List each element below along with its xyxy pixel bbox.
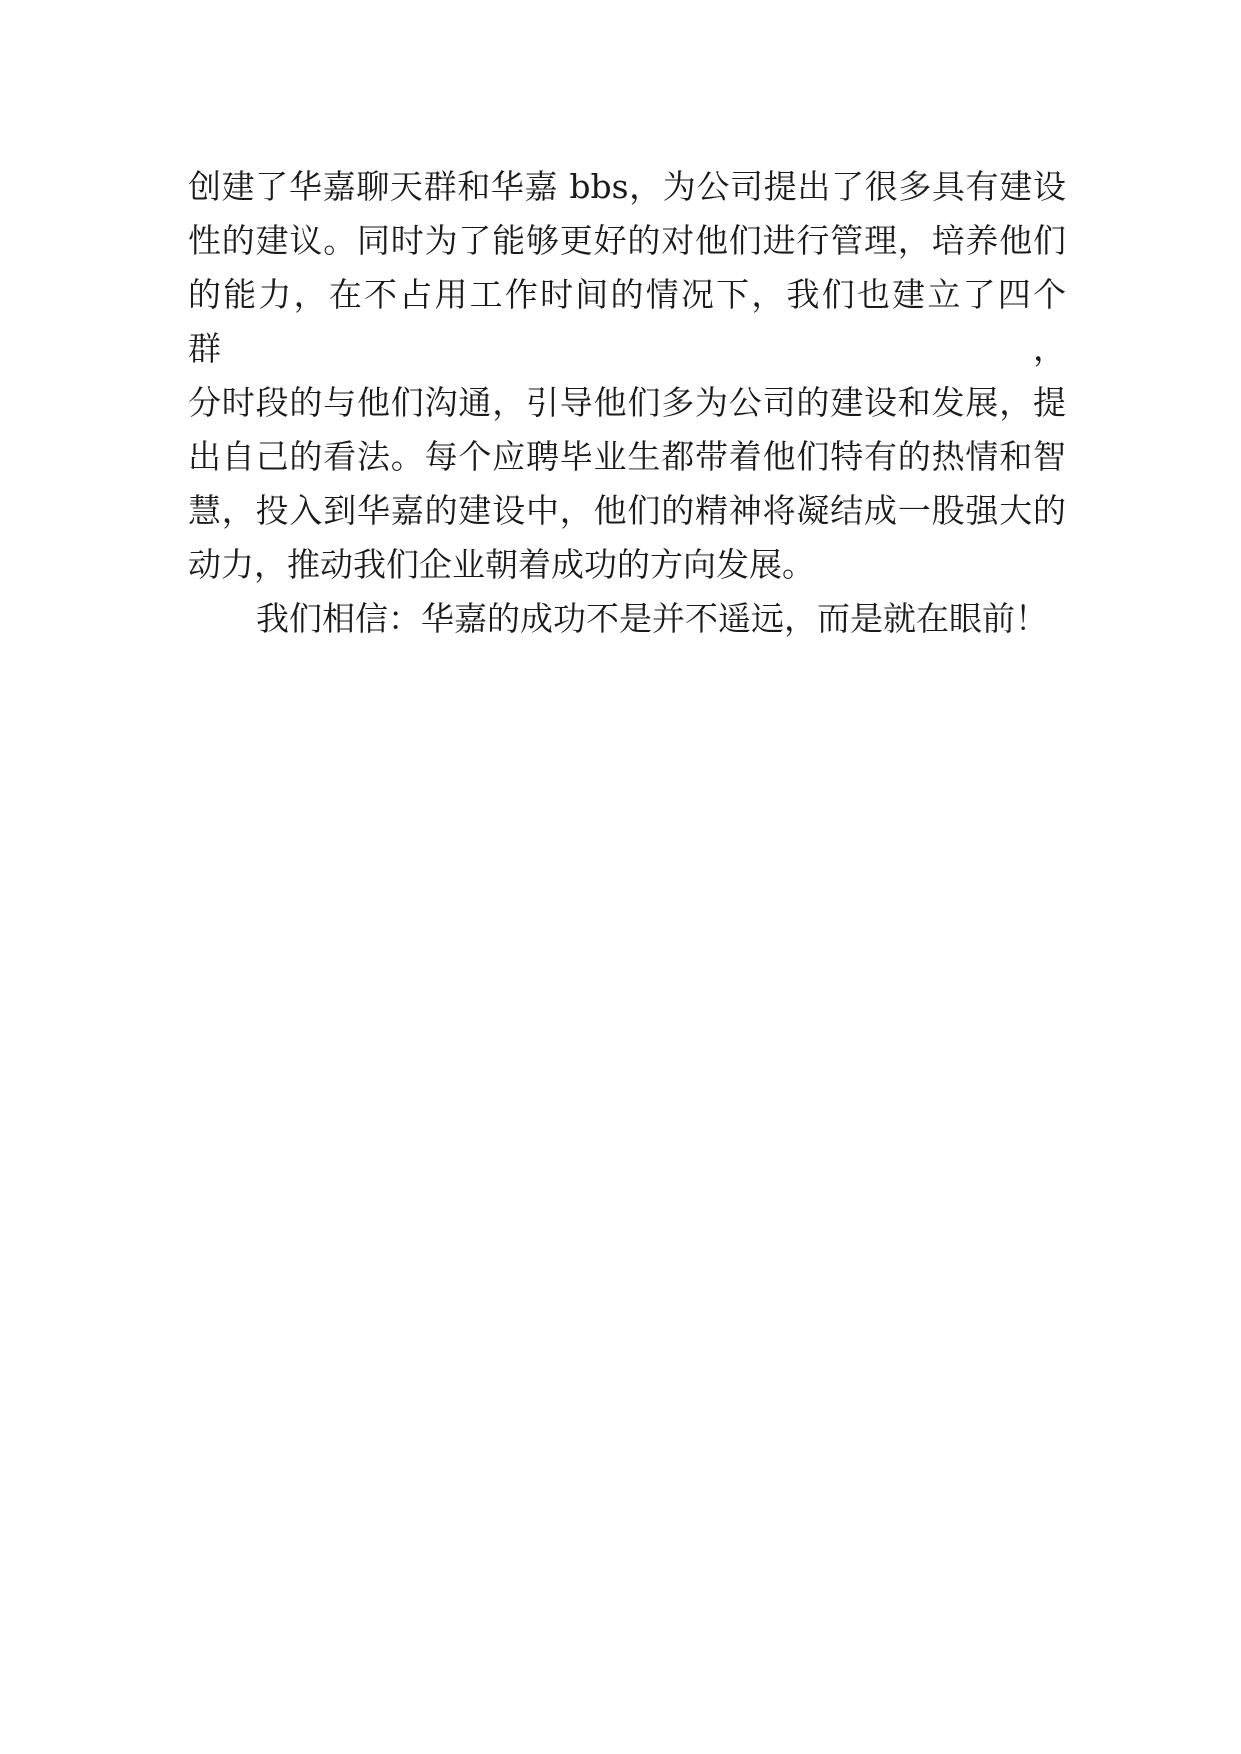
document-line-3: 的能力，在不占用工作时间的情况下，我们也建立了四个群， [188, 275, 1066, 368]
document-line-2: 性的建议。同时为了能够更好的对他们进行管理，培养他们 [188, 221, 1066, 260]
document-line-4: 分时段的与他们沟通，引导他们多为公司的建设和发展，提 [188, 383, 1066, 422]
document-line-5: 出自己的看法。每个应聘毕业生都带着他们特有的热情和智 [188, 437, 1066, 476]
document-line-8: 我们相信：华嘉的成功不是并不遥远，而是就在眼前！ [256, 599, 1048, 638]
document-text-block [188, 160, 1066, 646]
document-line-1: 创建了华嘉聊天群和华嘉 bbs，为公司提出了很多具有建设 [188, 167, 1066, 206]
document-line-7: 动力，推动我们企业朝着成功的方向发展。 [188, 545, 815, 584]
document-line-6: 慧，投入到华嘉的建设中，他们的精神将凝结成一股强大的 [188, 491, 1066, 530]
